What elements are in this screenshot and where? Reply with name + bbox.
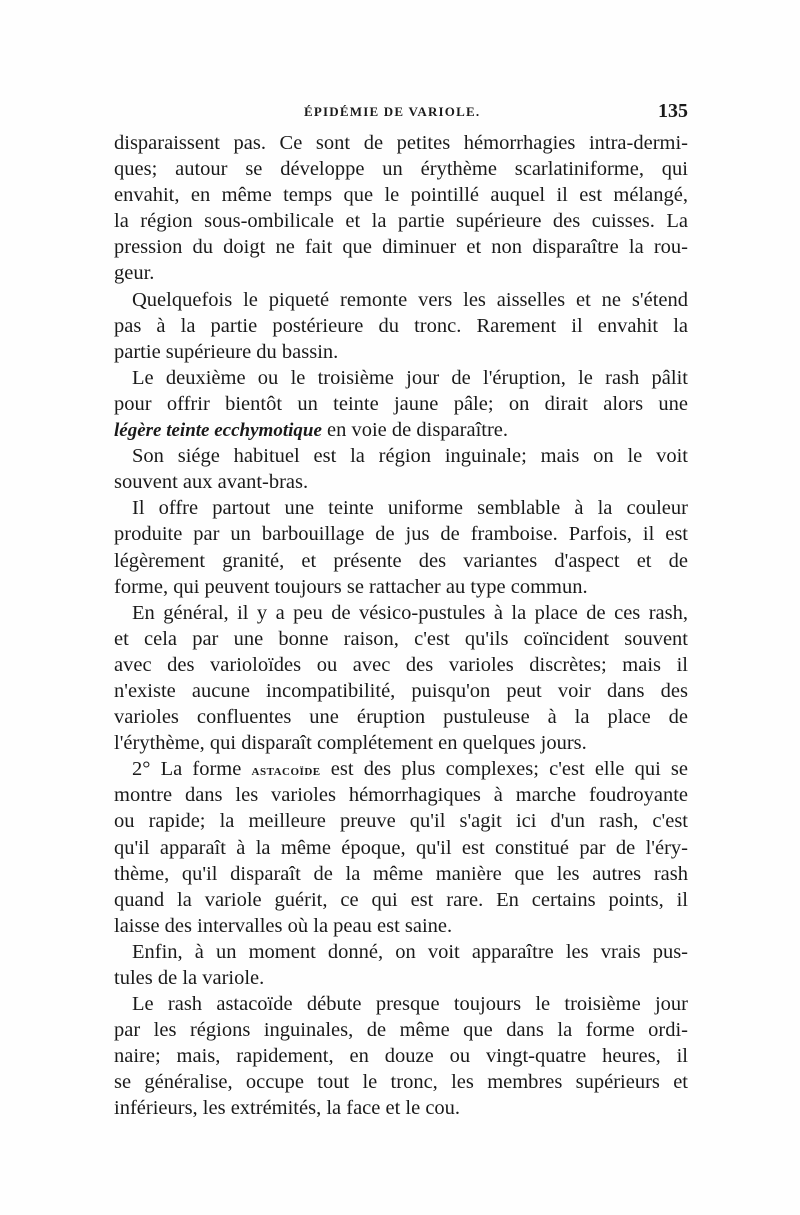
text-line: pour offrir bientôt un teinte jaune pâle; on dirait alors une bbox=[114, 392, 688, 415]
text-line: Quelquefois le piqueté remonte vers les aisselles et ne s'étend bbox=[132, 288, 688, 311]
text-line: forme, qui peuvent toujours se rattacher au type commun. bbox=[114, 575, 588, 598]
text-line: ou rapide; la meilleure preuve qu'il s'agit ici d'un rash, c'est bbox=[114, 810, 688, 833]
text-line: Le rash astacoïde débute presque toujours le troisième jour bbox=[132, 993, 688, 1016]
page-number: 135 bbox=[658, 100, 688, 122]
text-line: qu'il apparaît à la même époque, qu'il est constitué par de l'éry- bbox=[114, 836, 688, 859]
text-line: produite par un barbouillage de jus de framboise. Parfois, il est bbox=[114, 523, 688, 546]
text-line: la région sous-ombilicale et la partie supérieure des cuisses. La bbox=[114, 210, 688, 233]
text-line: quand la variole guérit, ce qui est rare. En certains points, il bbox=[114, 888, 688, 911]
text-line: Le deuxième ou le troisième jour de l'éruption, le rash pâlit bbox=[132, 366, 688, 389]
text-fragment: en voie de disparaître. bbox=[327, 419, 509, 442]
text-line: légèrement granité, et présente des variantes d'aspect et de bbox=[114, 549, 688, 572]
text-line: ques; autour se développe un érythème scarlatiniforme, qui bbox=[114, 158, 688, 181]
text-line: En général, il y a peu de vésico-pustules à la place de ces rash, bbox=[132, 601, 688, 624]
text-line: l'érythème, qui disparaît complétement en quelques jours. bbox=[114, 732, 587, 755]
text-line: pression du doigt ne fait que diminuer et non disparaître la rou- bbox=[114, 236, 688, 259]
text-line: et cela par une bonne raison, c'est qu'ils coïncident souvent bbox=[114, 627, 688, 650]
text-line: varioles confluentes une éruption pustuleuse à la place de bbox=[114, 706, 688, 729]
text-line: thème, qu'il disparaît de la même manière que les autres rash bbox=[114, 862, 688, 885]
text-line: naire; mais, rapidement, en douze ou vingt-quatre heures, il bbox=[114, 1045, 688, 1068]
text-line: partie supérieure du bassin. bbox=[114, 340, 339, 363]
text-line: se généralise, occupe tout le tronc, les membres supérieurs et bbox=[114, 1071, 688, 1094]
text-line: Il offre partout une teinte uniforme semblable à la couleur bbox=[132, 497, 688, 520]
text-fragment: est des plus complexes; c'est elle qui se bbox=[330, 758, 689, 781]
text-line: laisse des intervalles où la peau est saine. bbox=[114, 914, 453, 937]
text-line: pas à la partie postérieure du tronc. Rarement il envahit la bbox=[114, 314, 688, 337]
body-text bbox=[114, 130, 688, 1122]
text-line: Enfin, à un moment donné, on voit apparaître les vrais pus- bbox=[132, 940, 688, 963]
smallcaps-term: astacoïde bbox=[251, 762, 321, 780]
text-line: inférieurs, les extrémités, la face et le cou. bbox=[114, 1097, 461, 1120]
text-fragment: 2° La forme bbox=[132, 758, 242, 781]
text-line: avec des varioloïdes ou avec des varioles discrètes; mais il bbox=[114, 653, 688, 676]
running-title: ÉPIDÉMIE DE VARIOLE. bbox=[304, 104, 481, 119]
text-line: souvent aux avant-bras. bbox=[114, 471, 309, 494]
text-line: par les régions inguinales, de même que dans la forme ordi- bbox=[114, 1019, 688, 1042]
text-line: geur. bbox=[114, 262, 155, 285]
text-line: Son siége habituel est la région inguinale; mais on le voit bbox=[132, 445, 688, 468]
text-line: montre dans les varioles hémorrhagiques à marche foudroyante bbox=[114, 784, 688, 807]
italic-phrase: légère teinte ecchymotique bbox=[114, 420, 322, 442]
text-line: n'existe aucune incompatibilité, puisqu'on peut voir dans des bbox=[114, 679, 688, 702]
text-line-with-smallcaps bbox=[114, 756, 688, 782]
text-line: disparaissent pas. Ce sont de petites hémorrhagies intra-dermi- bbox=[114, 132, 688, 154]
running-head bbox=[114, 100, 688, 126]
text-line: tules de la variole. bbox=[114, 967, 265, 989]
text-line-with-emphasis bbox=[114, 417, 688, 443]
text-line: envahit, en même temps que le pointillé auquel il est mélangé, bbox=[114, 184, 688, 207]
